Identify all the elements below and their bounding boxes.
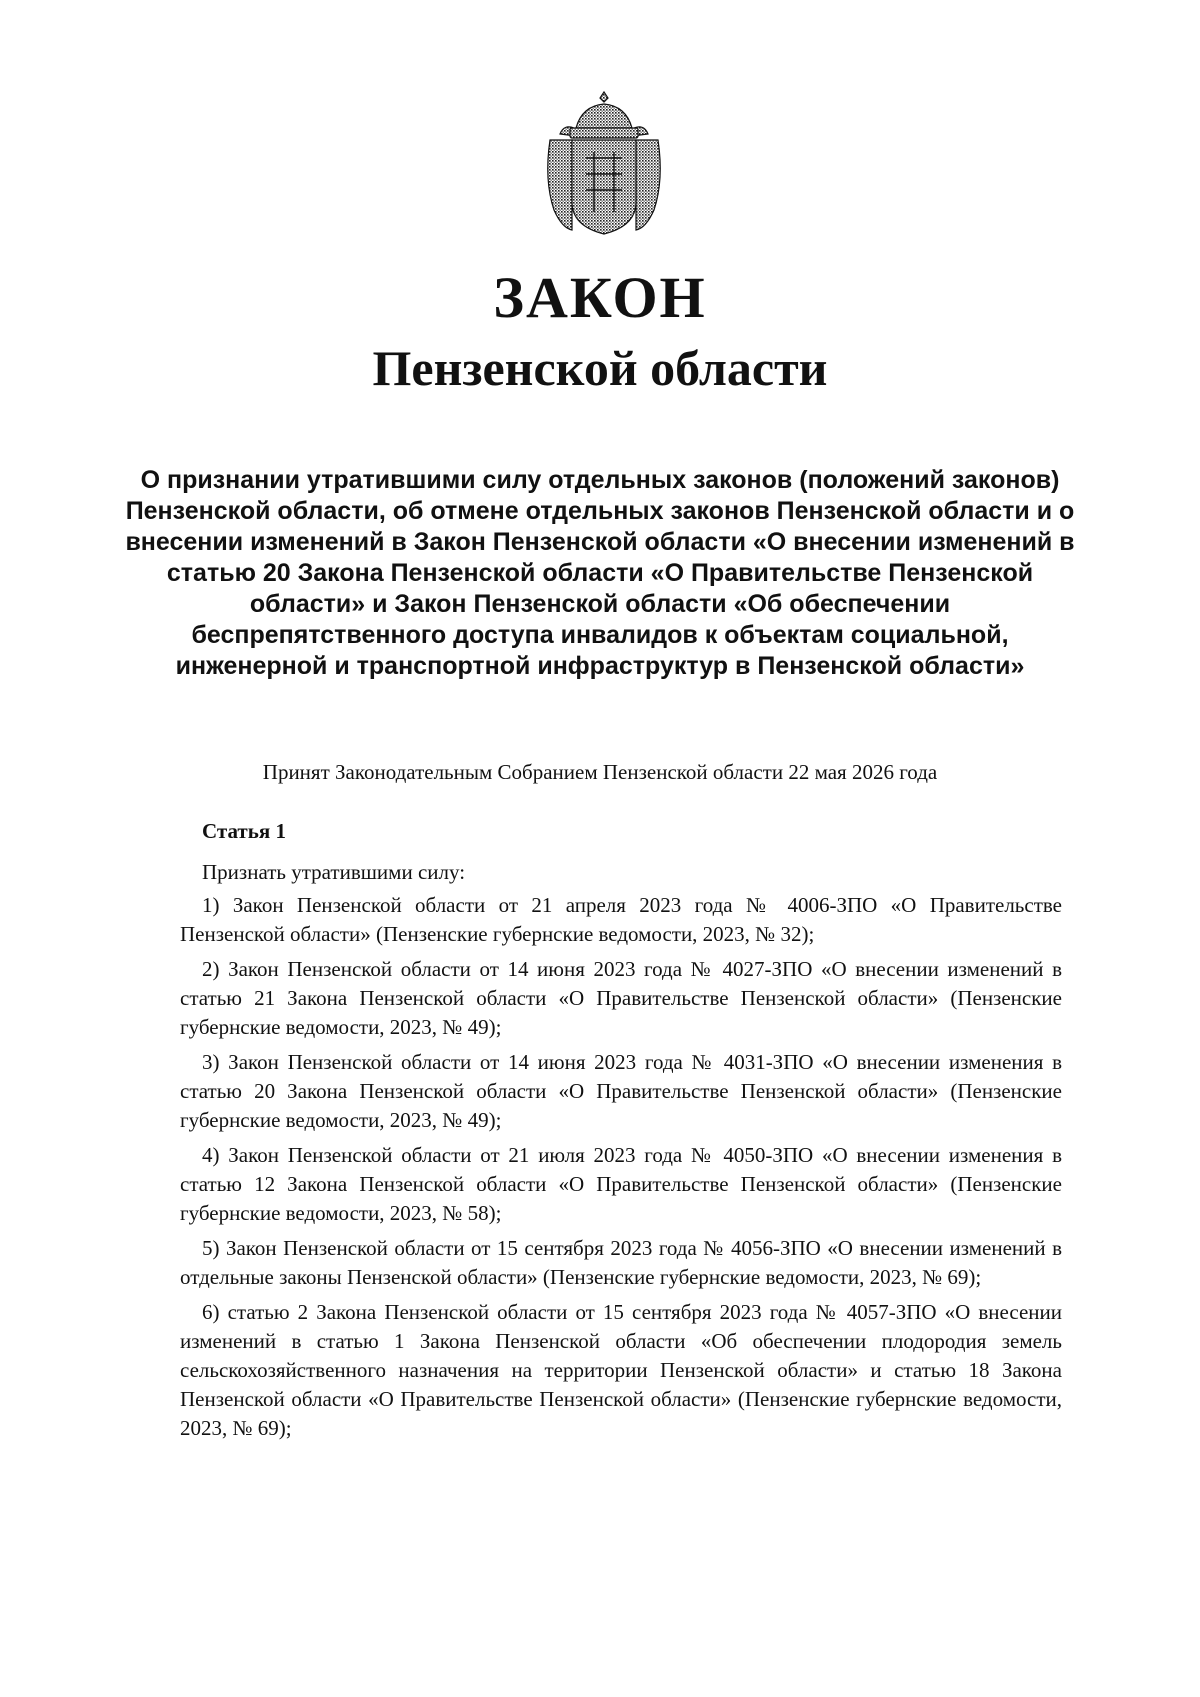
- list-item: 4) Закон Пензенской области от 21 июля 2023 года № 4050-ЗПО «О внесении изменения в статью 12 Закона Пензенской области «О Правительстве Пензенской области» (Пензенские губернские ведомости, 2023, № 58);: [180, 1143, 1062, 1225]
- article-heading: Статья 1: [202, 819, 286, 843]
- law-subject: О признании утратившими силу отдельных законов (положений законов) Пензенской области, об отмене отдельных законов Пензенской области и о внесении изменений в Закон Пензенской области «О внесении изменений в статью 20 Закона Пензенской области «О Правительстве Пензенской области» и Закон Пензенской области «Об обеспечении беспрепятственного доступа инвалидов к объектам социальной, инженерной и транспортной инфраструктур в Пензенской области»: [125, 466, 1075, 680]
- adoption-note: Принят Законодательным Собранием Пензенской области 22 мая 2026 года: [262, 760, 938, 784]
- document-region: Пензенской области: [372, 340, 828, 396]
- article-body: [180, 858, 1062, 1449]
- list-item: 3) Закон Пензенской области от 14 июня 2023 года № 4031-ЗПО «О внесении изменения в статью 20 Закона Пензенской области «О Правительстве Пензенской области» (Пензенские губернские ведомости, 2023, № 49);: [180, 1050, 1062, 1132]
- list-item: 6) статью 2 Закона Пензенской области от 15 сентября 2023 года № 4057-ЗПО «О внесении изменений в статью 1 Закона Пензенской области «Об обеспечении плодородия земель сельскохозяйственного назначения на территории Пензенской области» и статью 18 Закона Пензенской области «О Правительстве Пензенской области» (Пензенские губернские ведомости, 2023, № 69);: [180, 1300, 1062, 1440]
- list-item: 5) Закон Пензенской области от 15 сентября 2023 года № 4056-ЗПО «О внесении изменений в отдельные законы Пензенской области» (Пензенские губернские ведомости, 2023, № 69);: [180, 1236, 1062, 1289]
- list-item: 1) Закон Пензенской области от 21 апреля 2023 года № 4006-ЗПО «О Правительстве Пензенской области» (Пензенские губернские ведомости, 2023, № 32);: [180, 893, 1062, 946]
- list-item: 2) Закон Пензенской области от 14 июня 2023 года № 4027-ЗПО «О внесении изменений в статью 21 Закона Пензенской области «О Правительстве Пензенской области» (Пензенские губернские ведомости, 2023, № 49);: [180, 957, 1062, 1039]
- coat-of-arms-icon: [540, 88, 668, 240]
- document-title: ЗАКОН: [493, 265, 707, 330]
- article-intro: Признать утратившими силу:: [202, 860, 466, 884]
